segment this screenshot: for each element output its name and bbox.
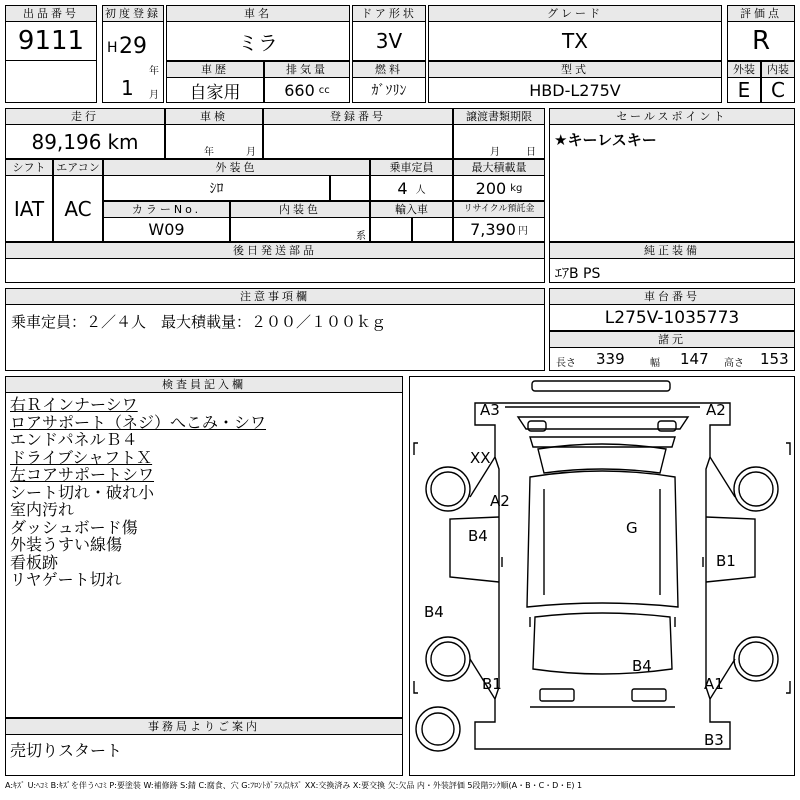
inspector-line: リヤゲート切れ: [10, 570, 122, 589]
load: 200: [475, 178, 507, 198]
length-label: 長さ: [556, 358, 576, 369]
capacity-cell: [370, 175, 453, 201]
inspector-line: 室内汚れ: [10, 500, 75, 519]
score: R: [727, 21, 795, 61]
chassis-no: L275V-1035773: [549, 304, 795, 331]
ac: AC: [53, 175, 103, 242]
model: HBD-L275V: [428, 77, 722, 103]
insp-month-unit: 月: [246, 147, 256, 158]
mark-b4-lower: B4: [424, 603, 444, 621]
dims-label: 諸元: [549, 331, 795, 348]
recycle: 7,390: [470, 220, 516, 239]
later-parts-label: 後日発送部品: [5, 242, 545, 259]
history-label: 車歴: [166, 61, 264, 78]
inspection-label: 車検: [165, 108, 263, 125]
int-color-label: 内装色: [230, 201, 370, 218]
first-reg-year: 29: [119, 34, 147, 59]
mark-a3: A3: [480, 401, 500, 419]
mark-b1-right: B1: [716, 552, 736, 570]
equipment: ｴｱB PS: [555, 266, 601, 282]
shift: IAT: [5, 175, 53, 242]
ac-label: エアコン: [53, 159, 103, 176]
color-no-label: カラーNo.: [103, 201, 230, 218]
sales-point-box: [549, 124, 795, 242]
office-box: [5, 734, 403, 776]
exterior-label: 外装: [727, 61, 761, 78]
mileage-unit: km: [107, 129, 139, 154]
legend: A:ｷｽﾞ U:ﾍｺﾐ B:ｷｽﾞを伴うﾍｺﾐ P:要塗装 W:補修跡 S:錆 C:腐食、穴 G:ﾌﾛﾝﾄｶﾞﾗｽ点ｷｽﾞ XX:交換済み X:要交換 欠:欠品 内・外装評価 5段階ﾗﾝｸ順(A・B・C・D・E) 1: [5, 781, 583, 790]
capacity-unit: 人: [415, 184, 426, 196]
car-diagram-svg: [410, 377, 794, 775]
fuel: ｶﾞｿﾘﾝ: [352, 77, 426, 103]
grade-label: グレード: [428, 5, 722, 22]
history: 自家用: [166, 77, 264, 103]
mark-a2-top: A2: [706, 401, 726, 419]
damage-diagram: [409, 376, 795, 776]
plate-label: 登録番号: [263, 108, 453, 125]
shift-label: シフト: [5, 159, 53, 176]
model-label: 型式: [428, 61, 722, 78]
mark-g: G: [626, 519, 638, 537]
mark-b1-left: B1: [482, 675, 502, 693]
exterior-score: E: [727, 77, 761, 103]
recycle-unit: 円: [517, 226, 528, 237]
office-text: 売切りスタート: [10, 741, 123, 760]
inspector-label: 検査員記入欄: [5, 376, 403, 393]
ext-color-extra: [330, 175, 370, 201]
sales-point-label: セールスポイント: [549, 108, 795, 125]
caution-label: 注意事項欄: [5, 288, 545, 305]
office-label: 事務局よりご案内: [5, 718, 403, 735]
door-type: 3V: [352, 21, 426, 61]
color-no: W09: [103, 217, 230, 242]
first-reg-box: [102, 21, 164, 103]
inspector-line: 左コアサポートシワ: [10, 465, 155, 484]
inspector-line: シート切れ・破れ小: [10, 482, 155, 502]
transfer-day-unit: 日: [526, 147, 536, 158]
insp-year-unit: 年: [204, 147, 214, 158]
import-cell-a: [370, 217, 412, 242]
transfer-month-unit: 月: [490, 147, 500, 158]
chassis-label: 車台番号: [549, 288, 795, 305]
ext-color: ｼﾛ: [103, 175, 330, 201]
caution-box: [5, 304, 545, 371]
lot-no-blank: [5, 60, 97, 103]
era: H: [107, 40, 118, 56]
mark-b3: B3: [704, 731, 724, 749]
recycle-label: リサイクル預託金: [453, 201, 545, 218]
capacity-label: 乗車定員: [370, 159, 453, 176]
import-label: 輸入車: [370, 201, 453, 218]
caution-text: 乗車定員：２／４人 最大積載量：２００／１００ｋｇ: [11, 313, 387, 331]
inspection-cell: [165, 124, 263, 159]
inspector-lines: [10, 396, 266, 589]
capacity: 4: [397, 178, 408, 198]
lot-no: 9111: [5, 21, 97, 61]
dims-cell: [549, 347, 795, 371]
mileage-label: 走行: [5, 108, 165, 125]
import-cell-b: [412, 217, 453, 242]
inspector-line: エンドパネルＢ４: [10, 430, 138, 449]
month-unit: 月: [149, 90, 159, 101]
transfer-label: 譲渡書類期限: [453, 108, 545, 125]
transfer-cell: [453, 124, 545, 159]
mark-xx: XX: [470, 449, 491, 467]
width-label: 幅: [650, 358, 660, 369]
displacement: 660: [284, 80, 315, 100]
inspector-box: [5, 392, 403, 718]
mark-b4-left: B4: [468, 527, 488, 545]
inspector-line: ドライブシャフトＸ: [10, 447, 153, 467]
sales-point: ★キーレスキー: [554, 131, 657, 149]
mileage-cell: [5, 124, 165, 159]
length-value: 339: [596, 350, 625, 368]
inspector-line: 右Ｒインナーシワ: [10, 395, 138, 414]
mark-a1: A1: [704, 675, 724, 693]
car-name-label: 車名: [166, 5, 350, 22]
plate-cell: [263, 124, 453, 159]
door-label: ドア形状: [352, 5, 426, 22]
displacement-unit: cc: [318, 84, 330, 96]
load-cell: [453, 175, 545, 201]
lot-no-label: 出品番号: [5, 5, 97, 22]
grade: TX: [428, 21, 722, 61]
score-label: 評価点: [727, 5, 795, 22]
first-reg-month: 1: [121, 76, 134, 100]
inspector-line: 看板跡: [10, 552, 59, 572]
equipment-cell: [549, 258, 795, 283]
car-name: ミラ: [166, 21, 350, 61]
height-label: 高さ: [724, 358, 744, 369]
interior-score: C: [761, 77, 795, 103]
inspector-line: ロアサポート（ネジ）へこみ・シワ: [10, 412, 267, 432]
equipment-label: 純正装備: [549, 242, 795, 259]
inspector-line: 外装うすい線傷: [10, 535, 123, 554]
inspector-line: ダッシュボード傷: [10, 517, 138, 537]
fuel-label: 燃料: [352, 61, 426, 78]
year-unit: 年: [149, 66, 159, 77]
displacement-cell: [264, 77, 350, 103]
mileage: 89,196: [31, 129, 102, 154]
displacement-label: 排気量: [264, 61, 350, 78]
first-reg-label: 初度登録: [102, 5, 164, 22]
int-color-unit: 系: [356, 231, 366, 242]
height-value: 153: [760, 350, 789, 368]
recycle-cell: [453, 217, 545, 242]
int-color-cell: [230, 217, 370, 242]
ext-color-label: 外装色: [103, 159, 370, 176]
interior-label: 内装: [761, 61, 795, 78]
load-unit: kg: [510, 182, 523, 194]
width-value: 147: [680, 350, 709, 368]
mark-a2-mid: A2: [490, 492, 510, 510]
mark-b4-center: B4: [632, 657, 652, 675]
load-label: 最大積載量: [453, 159, 545, 176]
later-parts-cell: [5, 258, 545, 283]
